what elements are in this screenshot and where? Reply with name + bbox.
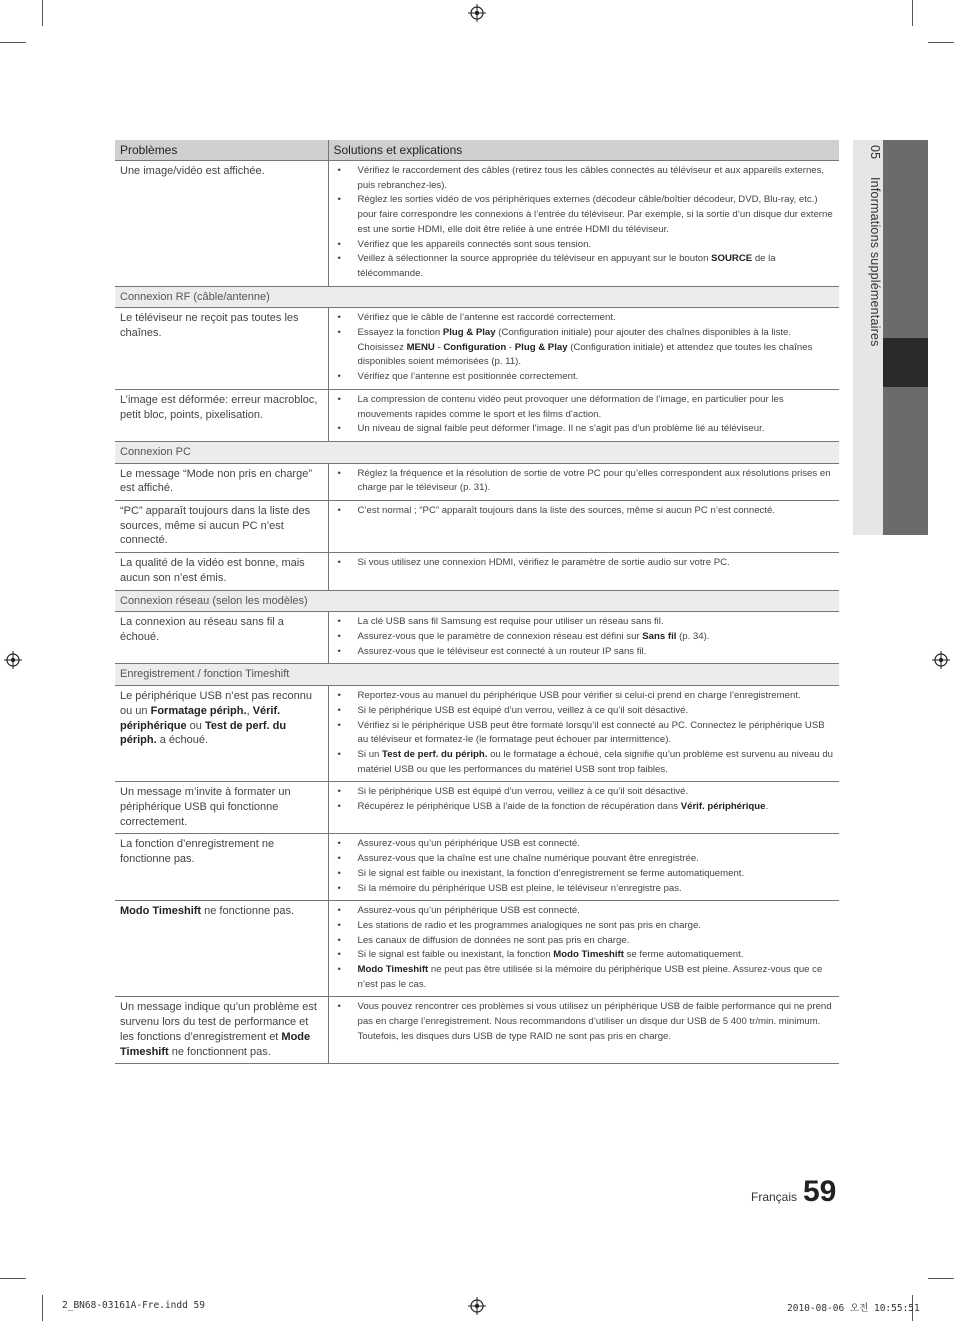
text-run: La connexion au réseau sans fil a échoué. — [120, 616, 284, 643]
text-run: La clé USB sans fil Samsung est requise pour utiliser un réseau sans fil. — [357, 616, 664, 628]
bold-term: Mode Timeshift — [120, 1030, 311, 1058]
bold-term: Vérif. périphérique — [120, 704, 281, 732]
registration-mark-icon — [468, 4, 486, 22]
print-date-info: 2010-08-06 오전 10:55:51 — [787, 1303, 920, 1314]
list-item — [338, 837, 835, 852]
text-run: Si le signal est faible ou inexistant, la fonction d’enregistrement se ferme automatiquement. — [357, 867, 745, 879]
list-item — [338, 919, 835, 934]
list-item — [338, 748, 835, 777]
table-row — [115, 901, 839, 997]
solution-list — [338, 785, 835, 814]
problem-cell — [115, 161, 328, 287]
crop-mark — [928, 42, 954, 43]
table-row — [115, 501, 839, 553]
list-item — [338, 311, 835, 326]
text-run: ou le formatage a échoué, cela signifie qu’un problème est survenu au niveau du matériel USB ou que les performances du matériel USB sont trop faibles. — [357, 748, 834, 775]
list-item — [338, 689, 835, 704]
text-run: Réglez la fréquence et la résolution de sortie de votre PC pour qu’elles correspondent aux résolutions prises en charge par le téléviseur (p. 31). — [357, 467, 831, 494]
section-title: Connexion PC — [115, 441, 839, 463]
solution-cell — [328, 686, 839, 782]
text-run: a échoué. — [156, 734, 209, 747]
text-run: ne fonctionnent pas. — [168, 1045, 271, 1058]
text-run: La fonction d’enregistrement ne fonctionne pas. — [120, 838, 275, 866]
problem-cell — [115, 308, 328, 390]
column-header-problems: Problèmes — [115, 140, 328, 161]
list-item — [338, 252, 835, 281]
text-run: Assurez-vous que le paramètre de connexion réseau est défini sur — [357, 630, 643, 642]
text-run: Le périphérique USB n’est pas reconnu ou un — [120, 690, 313, 717]
bold-term: Sans fil — [642, 630, 677, 642]
text-run: (p. 34). — [676, 630, 710, 642]
solution-cell — [328, 997, 839, 1064]
bold-term: Formatage périph. — [150, 704, 247, 717]
bold-term: Configuration — [443, 341, 507, 353]
text-run: Un message indique qu’un problème est survenu lors du test de performance et les fonctions d’enregistrement et — [120, 1001, 317, 1043]
text-run: Récupérez le périphérique USB à l’aide de la fonction de récupération dans — [357, 801, 681, 813]
list-item — [338, 704, 835, 719]
text-run: ne fonctionne pas. — [201, 905, 295, 918]
table-header-row — [115, 140, 839, 161]
solution-list — [338, 904, 835, 992]
text-run: Une image/vidéo est affichée. — [120, 165, 265, 177]
chapter-tab-marker — [883, 338, 928, 387]
text-run: Assurez-vous que la chaîne est une chaîne numérique pouvant être enregistrée. — [357, 853, 699, 865]
table-row — [115, 463, 839, 500]
table-row — [115, 686, 839, 782]
table-row — [115, 834, 839, 901]
solution-cell — [328, 308, 839, 390]
list-item — [338, 238, 835, 253]
print-file-info: 2_BN68-03161A-Fre.indd 59 — [62, 1300, 205, 1311]
problem-cell — [115, 901, 328, 997]
text-run: “PC” apparaît toujours dans la liste des sources, même si aucun PC n’est connecté. — [120, 505, 311, 547]
text-run: Les stations de radio et les programmes analogiques ne sont pas pris en charge. — [357, 919, 701, 931]
text-run: , — [246, 704, 253, 717]
problem-cell — [115, 463, 328, 500]
problem-cell — [115, 501, 328, 553]
problem-cell — [115, 612, 328, 664]
table-row — [115, 782, 839, 834]
chapter-number: 05 — [868, 145, 882, 160]
solution-cell — [328, 501, 839, 553]
text-run: Assurez-vous qu’un périphérique USB est connecté. — [357, 905, 580, 917]
text-run: . — [765, 801, 769, 813]
solution-cell — [328, 161, 839, 287]
list-item — [338, 393, 835, 422]
list-item — [338, 615, 835, 630]
list-item — [338, 504, 835, 519]
list-item — [338, 867, 835, 882]
text-run: L’image est déformée: erreur macrobloc, petit bloc, points, pixelisation. — [120, 393, 318, 421]
solution-list — [338, 556, 835, 571]
crop-mark — [928, 1278, 954, 1279]
list-item — [338, 882, 835, 897]
list-item — [338, 719, 835, 748]
table-row — [115, 389, 839, 441]
footer-language: Français — [751, 1190, 798, 1204]
column-header-solutions: Solutions et explications — [328, 140, 839, 161]
list-item — [338, 963, 835, 992]
solution-cell — [328, 901, 839, 997]
chapter-title: Informations supplémentaires — [868, 177, 882, 347]
list-item — [338, 556, 835, 571]
solution-list — [338, 311, 835, 385]
text-run: ne peut pas être utilisée si la mémoire du périphérique USB est pleine. Assurez-vous que ce n’est pas le cas. — [357, 964, 823, 990]
text-run: Un niveau de signal faible peut déformer l’image. Il ne s’agit pas d’un problème lié au téléviseur. — [357, 423, 765, 435]
solution-list — [338, 615, 835, 659]
text-run: Si la mémoire du périphérique USB est pleine, le téléviseur n’enregistre pas. — [357, 882, 682, 894]
section-title: Connexion RF (câble/antenne) — [115, 286, 839, 308]
list-item — [338, 785, 835, 800]
text-run: Assurez-vous que le téléviseur est connecté à un routeur IP sans fil. — [357, 645, 647, 657]
list-item — [338, 422, 835, 437]
table-row — [115, 612, 839, 664]
bold-term: SOURCE — [711, 253, 753, 265]
problem-cell — [115, 834, 328, 901]
text-run: Les canaux de diffusion de données ne sont pas pris en charge. — [357, 934, 630, 946]
text-run: Si le périphérique USB est équipé d’un verrou, veillez à ce qu’il soit désactivé. — [357, 786, 689, 798]
solution-cell — [328, 463, 839, 500]
text-run: Veillez à sélectionner la source appropriée du téléviseur en appuyant sur le bouton — [357, 253, 712, 265]
list-item — [338, 1000, 835, 1044]
solution-list — [338, 164, 835, 282]
list-item — [338, 852, 835, 867]
table-row — [115, 308, 839, 390]
text-run: Vérifiez que le câble de l’antenne est raccordé correctement. — [357, 312, 616, 324]
solution-cell — [328, 782, 839, 834]
bold-term: Plug & Play — [442, 327, 496, 339]
text-run: - — [434, 341, 444, 353]
list-item — [338, 467, 835, 496]
bold-term: Vérif. périphérique — [680, 801, 766, 813]
text-run: Reportez-vous au manuel du périphérique USB pour vérifier si celui-ci prend en charge l’enregistrement. — [357, 690, 801, 702]
text-run: C’est normal ; “PC” apparaît toujours dans la liste des sources, même si aucun PC n’est connecté. — [357, 505, 776, 517]
list-item — [338, 645, 835, 660]
bold-term: Modo Timeshift — [357, 964, 429, 976]
problem-cell — [115, 686, 328, 782]
text-run: Si un — [357, 748, 383, 760]
bold-term: Test de perf. du périph. — [120, 719, 287, 747]
troubleshooting-table — [115, 140, 839, 1064]
text-run: ou — [186, 719, 205, 732]
solution-list — [338, 1000, 835, 1044]
crop-mark — [912, 0, 913, 26]
bold-term: Test de perf. du périph. — [382, 748, 488, 760]
text-run: Le message “Mode non pris en charge” est affiché. — [120, 467, 312, 495]
problem-cell — [115, 389, 328, 441]
section-header-row — [115, 590, 839, 612]
solution-cell — [328, 834, 839, 901]
table-row — [115, 553, 839, 590]
chapter-label — [868, 145, 882, 347]
solution-cell — [328, 553, 839, 590]
text-run: La qualité de la vidéo est bonne, mais aucun son n’est émis. — [120, 557, 305, 584]
list-item — [338, 934, 835, 949]
solution-cell — [328, 612, 839, 664]
registration-mark-icon — [468, 1297, 486, 1315]
list-item — [338, 904, 835, 919]
bold-term: Modo Timeshift — [553, 949, 624, 961]
text-run: Un message m’invite à formater un périphérique USB qui fonctionne correctement. — [120, 786, 291, 828]
crop-mark — [0, 42, 26, 43]
section-title: Connexion réseau (selon les modèles) — [115, 590, 839, 612]
solution-cell — [328, 389, 839, 441]
text-run: Vous pouvez rencontrer ces problèmes si vous utilisez un périphérique USB de faible performance qui ne prend pas en charge l’enregistrement. Nous recommandons d’utiliser un disque dur USB de 5 400 tr/min. minimum. Toutefois, les disques durs USB de type RAID ne sont pas pris en charge. — [357, 1001, 832, 1042]
list-item — [338, 630, 835, 645]
text-run: Assurez-vous qu’un périphérique USB est connecté. — [357, 838, 580, 850]
bold-term: Modo Timeshift — [120, 905, 202, 918]
section-title: Enregistrement / fonction Timeshift — [115, 664, 839, 686]
text-run: Essayez la fonction — [357, 327, 443, 339]
table-body — [115, 161, 839, 1064]
table-row — [115, 161, 839, 287]
section-header-row — [115, 664, 839, 686]
section-header-row — [115, 441, 839, 463]
text-run: de la télécommande. — [357, 253, 776, 279]
list-item — [338, 370, 835, 385]
text-run: Si le périphérique USB est équipé d’un verrou, veillez à ce qu’il soit désactivé. — [357, 704, 689, 716]
crop-mark — [0, 1278, 26, 1279]
bold-term: MENU — [406, 341, 435, 353]
solution-list — [338, 504, 835, 519]
solution-list — [338, 689, 835, 777]
text-run: Si le signal est faible ou inexistant, la fonction — [357, 949, 554, 961]
registration-mark-icon — [932, 651, 950, 669]
text-run: (Configuration initiale) et attendez que toutes les chaînes disponibles soient mémorisées (p. 11). — [357, 341, 813, 368]
text-run: Vérifiez si le périphérique USB peut être formaté lorsqu’il est connecté au PC. Connectez le périphérique USB au téléviseur et formatez-le (le formatage peut échouer par intermittence). — [357, 719, 825, 746]
table-row — [115, 997, 839, 1064]
registration-mark-icon — [4, 651, 22, 669]
text-run: Vérifiez que l’antenne est positionnée correctement. — [357, 371, 579, 383]
section-header-row — [115, 286, 839, 308]
crop-mark — [42, 0, 43, 26]
text-run: - — [506, 341, 515, 353]
text-run: Si vous utilisez une connexion HDMI, vérifiez le paramètre de sortie audio sur votre PC. — [357, 557, 730, 569]
text-run: Réglez les sorties vidéo de vos périphériques externes (décodeur câble/boîtier décodeur, DVD, Blu-ray, etc.) pour faire correspondre les connexions à l’entrée du téléviseur. Par exemple, si la sortie d’un disque dur externe est une sortie HDMI, elle doit être reliée à une entrée HDMI du téléviseur. — [357, 194, 833, 235]
text-run: (Configuration initiale) pour ajouter des chaînes disponibles à la liste. Choisissez — [357, 327, 792, 353]
solution-list — [338, 837, 835, 896]
text-run: Vérifiez que les appareils connectés sont sous tension. — [357, 238, 592, 250]
list-item — [338, 800, 835, 815]
page-number: 59 — [803, 1175, 837, 1208]
list-item — [338, 164, 835, 193]
solution-list — [338, 393, 835, 437]
problem-cell — [115, 997, 328, 1064]
list-item — [338, 193, 835, 237]
crop-mark — [42, 1295, 43, 1321]
text-run: Le téléviseur ne reçoit pas toutes les chaînes. — [120, 312, 299, 340]
text-run: La compression de contenu vidéo peut provoquer une déformation de l’image, en particulier pour les mouvements rapides comme le sport et les films d’action. — [357, 393, 784, 420]
bold-term: Plug & Play — [514, 341, 568, 353]
problem-cell — [115, 553, 328, 590]
list-item — [338, 326, 835, 370]
text-run: se ferme automatiquement. — [623, 949, 744, 961]
solution-list — [338, 467, 835, 496]
problem-cell — [115, 782, 328, 834]
list-item — [338, 948, 835, 963]
text-run: Vérifiez le raccordement des câbles (retirez tous les câbles connectés au téléviseur et aux appareils externes, puis rebranchez-les). — [357, 165, 825, 191]
